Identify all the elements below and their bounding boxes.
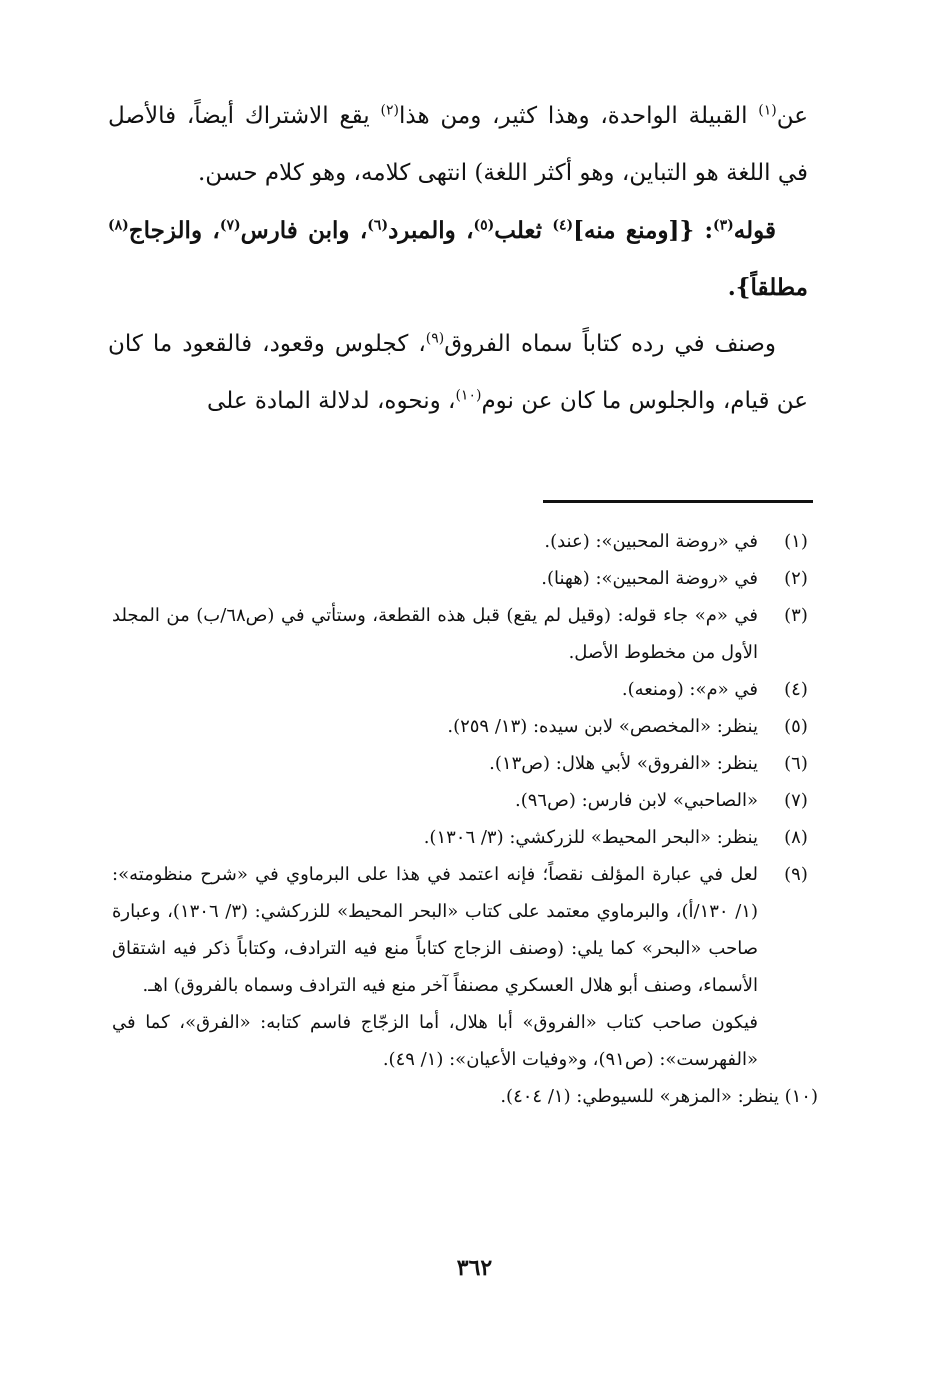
footnote-4 <box>112 671 818 708</box>
footnote-6 <box>112 745 818 782</box>
footnote-9 <box>112 856 818 1004</box>
footnote-ref[interactable]: (٨) <box>108 217 129 234</box>
paragraph-3 <box>108 316 808 430</box>
footnote-number: (٥) <box>784 716 808 737</box>
text-run: يقع الاشتراك أيضاً، فالأصل في اللغة هو التباين، وهو أكثر اللغة) انتهى كلامه، وهو كلام حسن. <box>108 103 808 186</box>
footnote-text: «الصاحبي» لابن فارس: (ص٩٦). <box>514 790 758 811</box>
text-run: ثعلب <box>494 217 553 244</box>
footnote-text: ينظر: «المزهر» للسيوطي: (١/ ٤٠٤). <box>500 1086 779 1107</box>
footnote-ref[interactable]: (٩) <box>425 330 445 347</box>
footnote-text: ينظر: «المخصص» لابن سيده: (١٣/ ٢٥٩). <box>447 716 758 737</box>
footnote-ref[interactable]: (٤) <box>552 217 574 234</box>
footnote-number: (٢) <box>784 568 808 589</box>
footnote-text: في «روضة المحبين»: (عند). <box>544 531 758 552</box>
footnote-number: (٩) <box>784 864 808 885</box>
footnote-ref[interactable]: (٣) <box>713 217 734 234</box>
text-run: القبيلة الواحدة، وهذا كثير، ومن هذا <box>398 103 759 129</box>
footnote-number: (٦) <box>784 753 808 774</box>
text-run: عن <box>776 103 808 129</box>
footnote-number: (١٠) <box>784 1086 818 1107</box>
footnote-text: ينظر: «الفروق» لأبي هلال: (ص١٣). <box>489 753 758 774</box>
footnote-3 <box>112 597 818 671</box>
footnote-text: في «م» جاء قوله: (وقيل لم يقع) قبل هذه القطعة، وستأتي في (ص٦٨/ب) من المجلد الأول من مخطوط الأصل. <box>112 605 758 663</box>
footnote-1 <box>112 523 818 560</box>
text-run: ، ونحوه، لدلالة المادة على <box>207 388 456 414</box>
footnote-text: في «م»: (ومنعه). <box>621 679 758 700</box>
footnote-number: (١) <box>784 531 808 552</box>
footnote-7 <box>112 782 818 819</box>
footnote-ref[interactable]: (٦) <box>367 217 389 234</box>
footnote-number: (٨) <box>784 827 808 848</box>
text-run: ، والمبرد <box>388 217 474 244</box>
paragraph-1 <box>108 88 808 202</box>
paragraph-2 <box>108 202 808 316</box>
footnote-ref[interactable]: (١٠) <box>455 387 482 404</box>
footnote-2 <box>112 560 818 597</box>
footnote-5 <box>112 708 818 745</box>
footnote-ref[interactable]: (٥) <box>473 217 495 234</box>
footnote-10 <box>112 1078 818 1115</box>
footnote-9-continuation: فيكون صاحب كتاب «الفروق» أبا هلال، أما الزجّاج فاسم كتابه: «الفرق»، كما في «الفهرست»: (ص٩١)، و«وفيات الأعيان»: (١/ ٤٩). <box>112 1012 758 1070</box>
footnote-ref[interactable]: (٢) <box>380 102 399 119</box>
text-run: ، وابن فارس <box>240 217 368 244</box>
footnote-text: في «روضة المحبين»: (ههنا). <box>541 568 758 589</box>
footnote-text: لعل في عبارة المؤلف نقصاً؛ فإنه اعتمد في هذا على البرماوي في «شرح منظومته»: (١/ ١٣٠/أ)، والبرماوي معتمد على كتاب «البحر المحيط» للزركشي: (٣/ ١٣٠٦)، وعبارة صاحب «البحر» كما يلي: (وصنف الزجاج كتاباً منع فيه الترادف، وكتاباً ذكر فيه اشتقاق الأسماء، وصنف أبو هلال العسكري مصنفاً آخر منع فيه الترادف وسماه بالفروق) اهـ. <box>112 864 759 996</box>
page-number: ٣٦٢ <box>456 1255 493 1281</box>
footnotes-section <box>112 523 818 1115</box>
text-run: ، والزجاج <box>128 217 220 244</box>
main-text <box>108 88 808 430</box>
text-run: وصنف في رده كتاباً سماه الفروق <box>444 331 776 357</box>
text-run: مطلقاً}. <box>727 274 808 301</box>
text-run: قوله <box>733 217 777 244</box>
footnote-number: (٣) <box>784 605 808 626</box>
footnote-number: (٤) <box>784 679 808 700</box>
footnote-8 <box>112 819 818 856</box>
footnote-number: (٧) <box>784 790 808 811</box>
footnote-text: ينظر: «البحر المحيط» للزركشي: (٣/ ١٣٠٦). <box>423 827 758 848</box>
footnote-ref[interactable]: (١) <box>758 102 777 119</box>
footnote-separator <box>543 500 813 503</box>
text-run: ، كجلوس وقعود، فالقعود ما كان عن قيام، والجلوس ما كان عن نوم <box>108 331 808 414</box>
text-run: : {[ومنع منه] <box>573 217 714 244</box>
footnote-ref[interactable]: (٧) <box>219 217 241 234</box>
